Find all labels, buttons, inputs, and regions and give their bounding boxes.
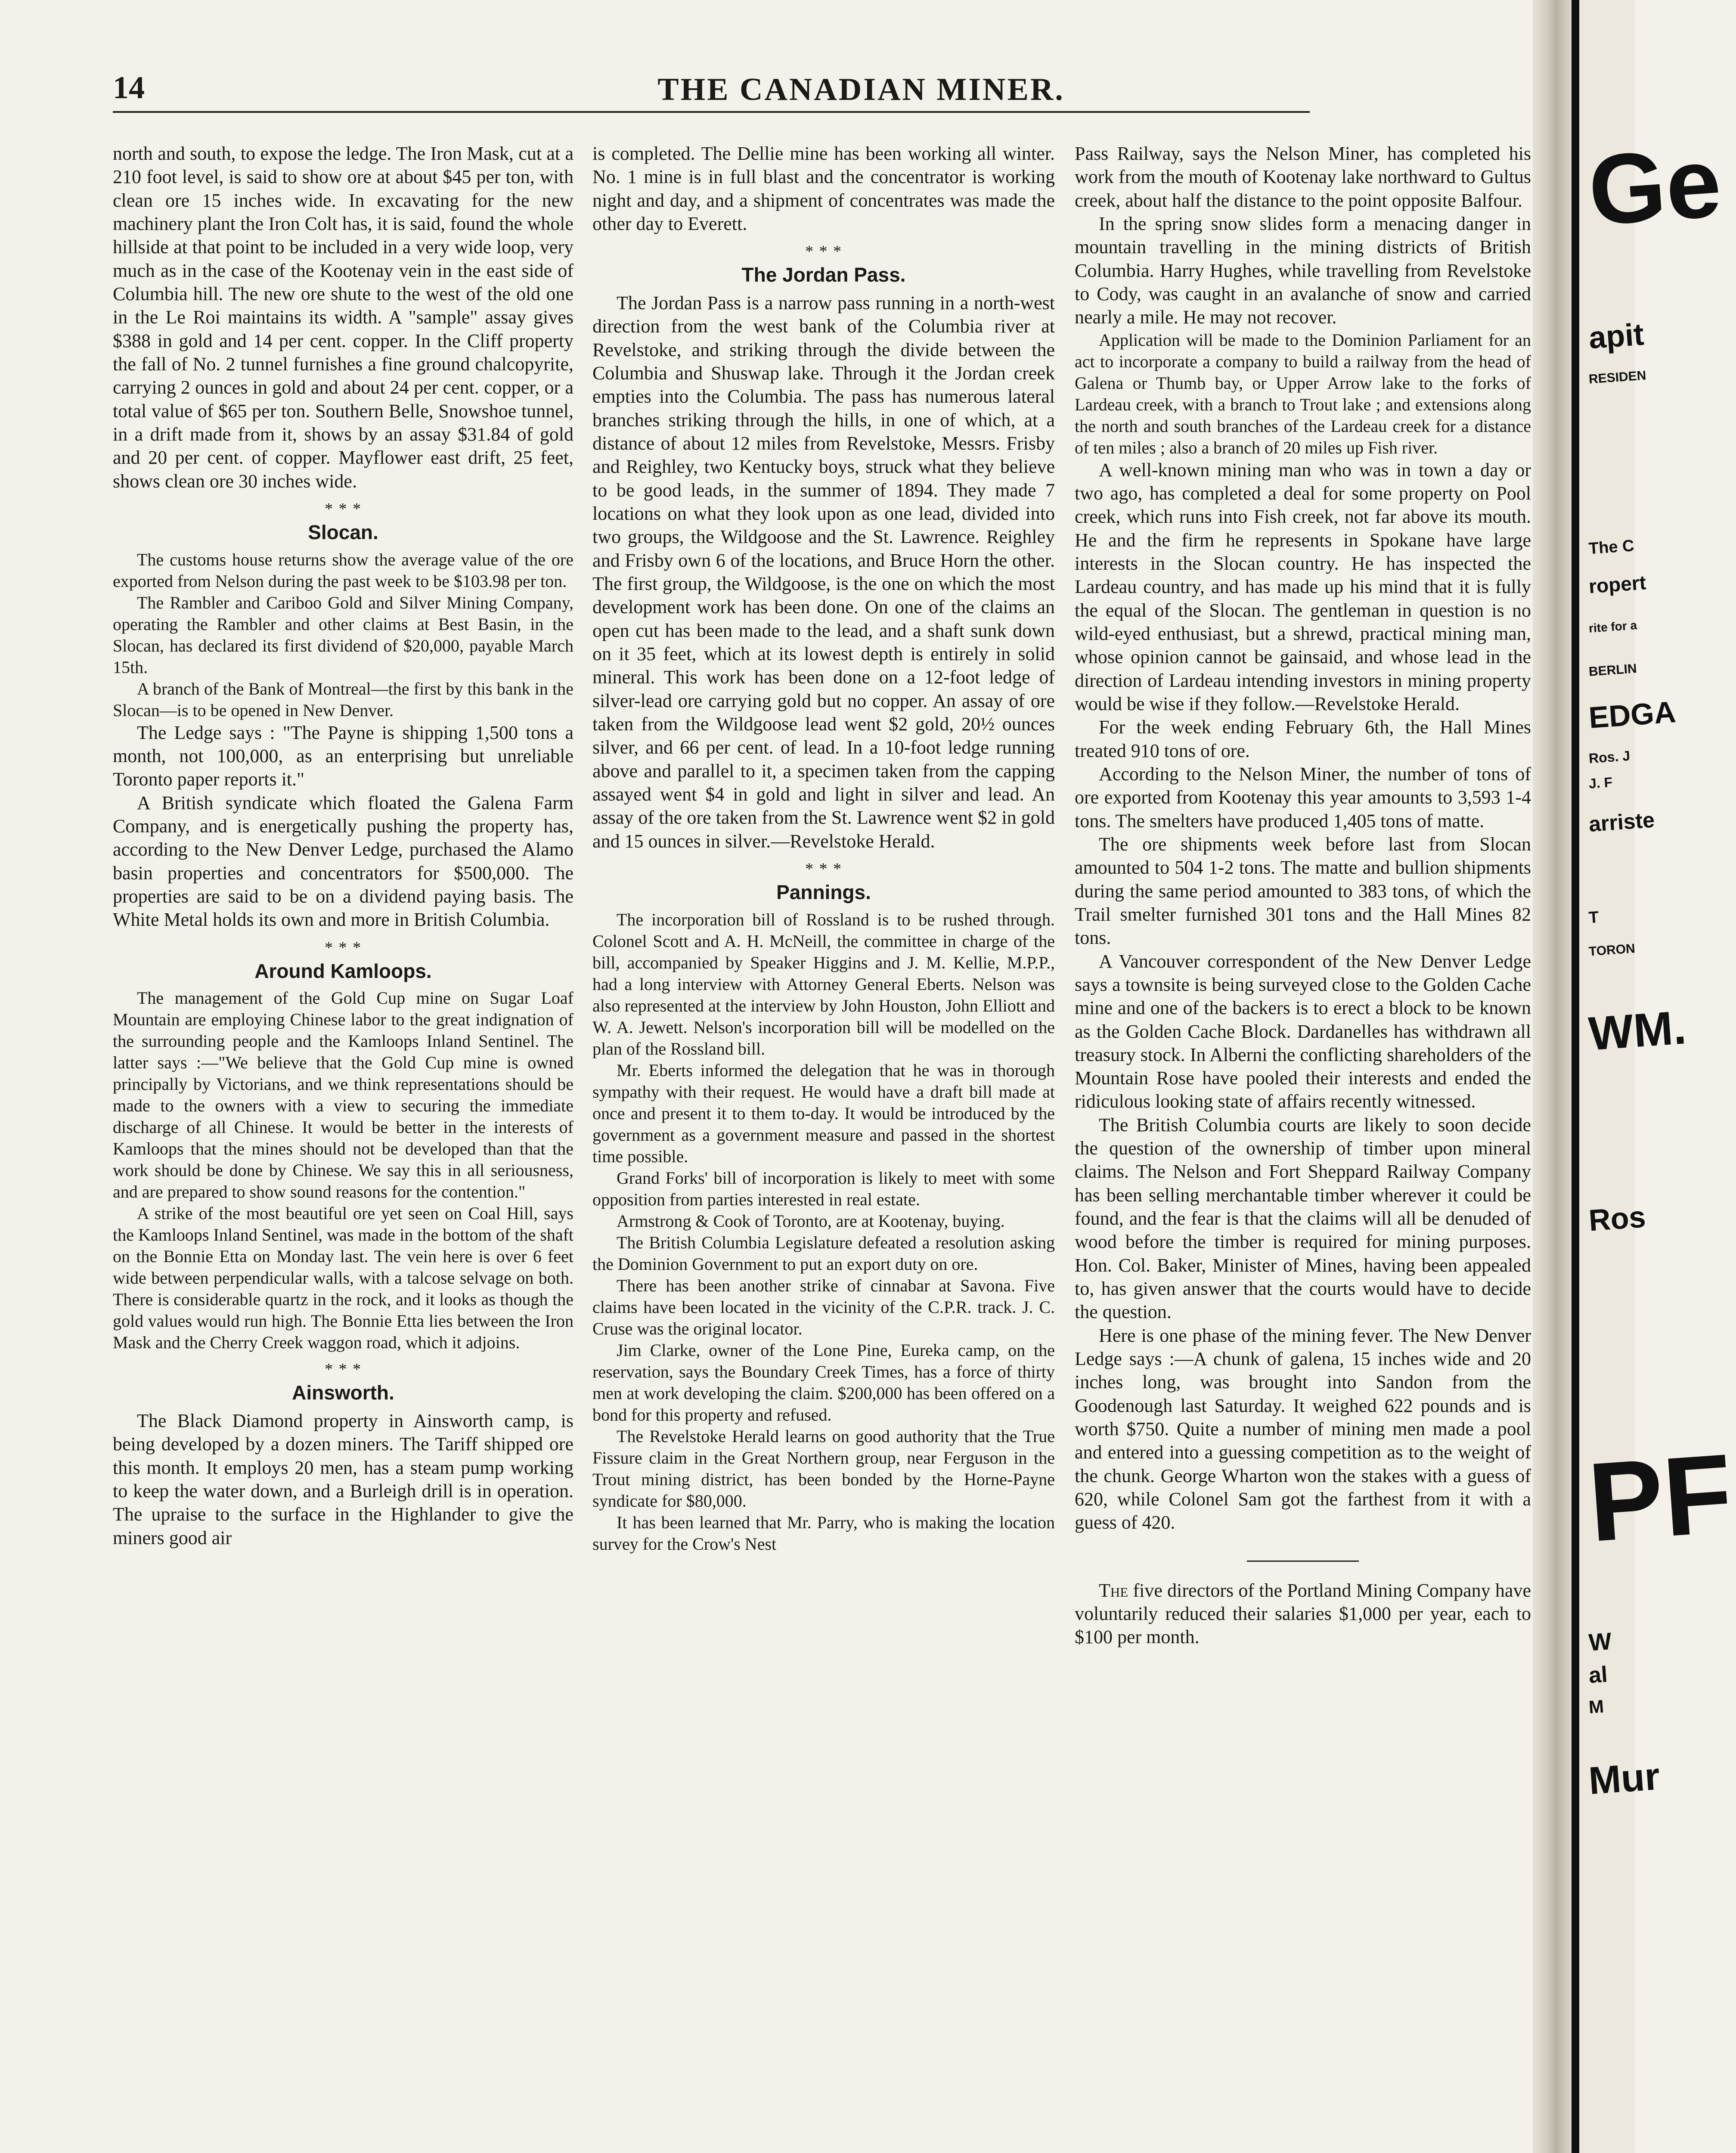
adjacent-page-fragment: Ros xyxy=(1587,1200,1647,1238)
article-paragraph: north and south, to expose the ledge. The Iron Mask, cut at a 210 foot level, is said to show ore at about $45 per ton, with clean ore 15 inches wide. In excavating for the new machinery plant the Iron Colt has, it is said, found the whole hillside at that point to be included in a very wide loop, very much as in the case of the Kootenay vein in the east side of Columbia hill. The new ore shute to the west of the old one in the Le Roi maintains its width. A "sample" assay gives $388 in gold and 14 per cent. copper. In the Cliff property the fall of No. 2 tunnel furnishes a fine ground chalcopyrite, carrying 2 ounces in gold and about 24 per cent. copper, or a total value of $65 per ton. Southern Belle, Snowshoe tunnel, in a drift made from it, shows by an assay $31.84 of gold and 20 per cent. of copper. Mayflower east drift, 25 feet, shows clean ore 30 inches wide. xyxy=(113,143,574,492)
article-paragraph: According to the Nelson Miner, the number of tons of ore exported from Kootenay this year amounts to 3,593 1-4 tons. The smelters have produced 1,405 tons of matte. xyxy=(1075,763,1531,831)
adjacent-page-fragment: W xyxy=(1587,1627,1612,1656)
adjacent-page-fragment: EDGA xyxy=(1587,695,1677,735)
article-paragraph: Armstrong & Cook of Toronto, are at Kootenay, buying. xyxy=(617,1211,1005,1231)
adjacent-page-fragment: WM. xyxy=(1587,1001,1688,1061)
column-3 xyxy=(1075,142,1531,1649)
article-paragraph: The British Columbia Legislature defeated a resolution asking the Dominion Government to put an export duty on ore. xyxy=(592,1232,1055,1274)
article-paragraph: Mr. Eberts informed the delegation that he was in thorough sympathy with their request. He would have a draft bill made at once and present it to them to-day. It would be introduced by the government as a government measure and passed in the shortest time possible. xyxy=(592,1060,1055,1166)
section-divider-stars: * * * xyxy=(805,859,842,878)
article-paragraph: The management of the Gold Cup mine on Sugar Loaf Mountain are employing Chinese labor to the great indignation of the surrounding people and the Kamloops Inland Sentinel. The latter says :—"We believe that the Gold Cup mine is owned principally by Victorians, and we think representations should be made to the owners with a view to securing the immediate discharge of all Chinese. It would be better in the interests of Kamloops that the mines should not be developed than that the work should be done by Chinese. We say this in all seriousness, and are prepared to show sound reasons for the contention." xyxy=(113,988,574,1202)
section-heading-kamloops: Around Kamloops. xyxy=(254,959,432,982)
adjacent-page-fragment: BERLIN xyxy=(1588,661,1637,679)
adjacent-page-strip xyxy=(1572,0,1736,2153)
adjacent-page-fragment: arriste xyxy=(1588,807,1655,837)
adjacent-page-fragment: The C xyxy=(1588,537,1635,558)
article-paragraph-portland xyxy=(1075,1579,1531,1649)
article-paragraph: The ore shipments week before last from Slocan amounted to 504 1-2 tons. The matte and bullion shipments during the same period amounted to 383 tons, of which the Trail smelter furnished 301 tons and the Hall Mines 82 tons. xyxy=(1075,833,1531,949)
article-paragraph: Here is one phase of the mining fever. The New Denver Ledge says :—A chunk of galena, 15 inches wide and 20 inches long, was brought into Sandon from the Goodenough last Saturday. It weighed 622 pounds and is worth $750. Quite a number of mining men made a pool and entered into a guessing competition as to the weight of the chunk. George Wharton won the stakes with a guess of 620, while Colonel Sam got the farthest from it with a guess of 420. xyxy=(1075,1325,1531,1533)
article-paragraph: Jim Clarke, owner of the Lone Pine, Eureka camp, on the reservation, says the Boundary Creek Times, has a force of thirty men at work developing the claim. $200,000 has been offered on a bond for this property and refused. xyxy=(592,1340,1055,1424)
article-paragraph: is completed. The Dellie mine has been working all winter. No. 1 mine is in full blast and the concentrator is working night and day, and a shipment of concentrates was made the other day to Everett. xyxy=(592,143,1055,234)
article-paragraph: Grand Forks' bill of incorporation is likely to meet with some opposition from parties interested in real estate. xyxy=(592,1168,1055,1209)
column-2 xyxy=(592,142,1055,1555)
adjacent-page-fragment: al xyxy=(1588,1662,1609,1688)
adjacent-page-fragment: ropert xyxy=(1588,571,1647,598)
page-gutter-fold xyxy=(1533,0,1572,2153)
adjacent-page-fragment: T xyxy=(1588,908,1600,927)
section-heading-pannings: Pannings. xyxy=(776,881,871,903)
adjacent-page-fragment: Mur xyxy=(1587,1755,1662,1803)
article-paragraph: The Black Diamond property in Ainsworth camp, is being developed by a dozen miners. The Tariff shipped ore this month. It employs 20 men, has a steam pump working to keep the water down, and a Burleigh drill is in operation. The upraise to the surface in the Highlander to give the miners good air xyxy=(113,1410,574,1548)
article-paragraph: It has been learned that Mr. Parry, who is making the location survey for the Crow's Nest xyxy=(592,1512,1055,1554)
adjacent-page-fragment: apit xyxy=(1587,317,1645,356)
section-heading-jordan-pass: The Jordan Pass. xyxy=(741,264,906,286)
article-paragraph: A British syndicate which floated the Galena Farm Company, and is energetically pushing the property has, according to the New Denver Ledge, purchased the Alamo basin properties and concentrators for $500,000. The properties are said to be on a dividend paying basis. The White Metal holds its own and more in British Columbia. xyxy=(113,792,574,931)
adjacent-page-fragment: M xyxy=(1588,1696,1605,1718)
article-paragraph: A Vancouver correspondent of the New Denver Ledge says a townsite is being surveyed close to the Golden Cache mine and one of the backers is to erect a block to be known as the Golden Cache Block. Dardanelles has withdrawn all treasury stock. In Alberni the conflicting shareholders of the Mountain Rose have pooled their interests and ended the ridiculous looking state of affairs recently witnessed. xyxy=(1075,950,1531,1112)
article-paragraph: There has been another strike of cinnabar at Savona. Five claims have been located in the vicinity of the C.P.R. track. J. C. Cruse was the original locator. xyxy=(592,1275,1055,1338)
adjacent-page-fragment: Ge xyxy=(1585,126,1725,246)
page-number: 14 xyxy=(113,70,145,105)
adjacent-page-fragment: J. F xyxy=(1588,774,1613,791)
article-paragraph: Application will be made to the Dominion Parliament for an act to incorporate a company to build a railway from the head of Galena or Thumb bay, or Upper Arrow lake to the forks of Lardeau creek, with a branch to Trout lake ; and extensions along the north and south branches of the Lardeau creek for a distance of ten miles ; also a branch of 20 miles up Fish river. xyxy=(1075,330,1531,457)
article-paragraph: A branch of the Bank of Montreal—the first by this bank in the Slocan—is to be opened in New Denver. xyxy=(113,679,574,720)
section-divider-stars: * * * xyxy=(805,242,842,261)
adjacent-page-fragment: rite for a xyxy=(1588,618,1637,635)
column-1 xyxy=(113,142,574,1550)
article-paragraph: The Rambler and Cariboo Gold and Silver Mining Company, operating the Rambler and other claims at Best Basin, in the Slocan, has declared its first dividend of $20,000, payable March 15th. xyxy=(113,593,574,677)
adjacent-page-fragment: RESIDEN xyxy=(1588,368,1647,387)
article-text: five directors of the Portland Mining Company have voluntarily reduced their salaries $1,000 per year, each to $100 per month. xyxy=(1075,1579,1531,1648)
adjacent-page-border xyxy=(1572,0,1579,2153)
article-paragraph: The Ledge says : "The Payne is shipping 1,500 tons a month, not 100,000, as an enterprising but unreliable Toronto paper reports it." xyxy=(113,722,574,790)
article-paragraph: The Revelstoke Herald learns on good authority that the True Fissure claim in the Great Northern group, near Ferguson in the Trout mining district, has been bonded by the Horne-Payne syndicate for $80,000. xyxy=(592,1426,1055,1511)
lead-word: The xyxy=(1099,1579,1128,1601)
article-paragraph: For the week ending February 6th, the Hall Mines treated 910 tons of ore. xyxy=(1075,717,1531,761)
article-paragraph: The incorporation bill of Rossland is to be rushed through. Colonel Scott and A. H. McNeill, the committee in charge of the bill, accompanied by Speaker Higgins and J. M. Kellie, M.P.P., had a long interview with Attorney General Eberts. Nelson was also represented at the interview by John Houston, John Elliott and W. A. Jewett. Nelson's incorporation bill will be modelled on the plan of the Rossland bill. xyxy=(592,909,1055,1058)
article-paragraph: Pass Railway, says the Nelson Miner, has completed his work from the mouth of Kootenay lake northward to Gultus creek, about half the distance to the point opposite Balfour. xyxy=(1075,143,1531,211)
section-heading-slocan: Slocan. xyxy=(308,521,378,543)
article-paragraph: A well-known mining man who was in town a day or two ago, has completed a deal for some property on Pool creek, which runs into Fish creek, not far above its mouth. He and the firm he represents in Spokane have large interests in the Slocan country. He has inspected the Lardeau country, and has made up his mind that it is fully the equal of the Slocan. The gentleman in question is no wild-eyed enthusiast, but a shrewd, practical mining man, whose opinion cannot be gainsaid, and whose lead in the direction of Lardeau intending investors in mining property would be wise if they follow.—Revelstoke Herald. xyxy=(1075,459,1531,714)
section-divider-stars: * * * xyxy=(325,499,362,518)
adjacent-page-fragment: PF xyxy=(1584,1430,1736,1566)
adjacent-page-fragment: TORON xyxy=(1588,941,1636,959)
article-paragraph: In the spring snow slides form a menacing danger in mountain travelling in the mining districts of British Columbia. Harry Hughes, while travelling from Revelstoke to Cody, was caught in an avalanche of snow and carried nearly a mile. He may not recover. xyxy=(1075,213,1531,328)
adjacent-page-fragment: Ros. J xyxy=(1588,748,1631,766)
section-divider-stars: * * * xyxy=(325,1360,362,1379)
closing-rule xyxy=(1247,1560,1359,1562)
article-paragraph: The British Columbia courts are likely to soon decide the question of the ownership of timber upon mineral claims. The Nelson and Fort Sheppard Railway Company has been selling merchantable timber wherever it could be found, and the fear is that the claims will all be denuded of wood before the timber is required for mining purposes. Hon. Col. Baker, Minister of Mines, having been appealed to, has given answer that the courts would have to decide the question. xyxy=(1075,1114,1531,1323)
header-rule xyxy=(113,111,1310,113)
masthead-title: THE CANADIAN MINER. xyxy=(657,72,1065,107)
section-heading-ainsworth: Ainsworth. xyxy=(292,1381,394,1404)
section-divider-stars: * * * xyxy=(325,938,362,957)
article-paragraph: A strike of the most beautiful ore yet seen on Coal Hill, says the Kamloops Inland Sentinel, was made in the bottom of the shaft on the Bonnie Etta on Monday last. The vein here is over 6 feet wide between perpendicular walls, with a talcose selvage on both. There is considerable quartz in the rock, and it looks as though the gold values would run high. The Bonnie Etta lies between the Iron Mask and the Cherry Creek waggon road, which it adjoins. xyxy=(113,1204,574,1353)
article-paragraph: The customs house returns show the average value of the ore exported from Nelson during the past week to be $103.98 per ton. xyxy=(113,549,574,591)
article-paragraph: The Jordan Pass is a narrow pass running in a north-west direction from the west bank of the Columbia river at Revelstoke, and striking through the divide between the Columbia and Shuswap lake. Through it the Jordan creek empties into the Columbia. The pass has numerous lateral branches striking through the hills, in one of which, at a distance of about 12 miles from Revelstoke, Messrs. Frisby and Reighley, two Kentucky boys, struck what they believe to be good leads, in the summer of 1894. They made 7 locations on what they look upon as one lead, divided into two groups, the Wildgoose and the St. Lawrence. Reighley and Frisby own 6 of the locations, and Bruce Horn the other. The first group, the Wildgoose, is the one on which the most development work has been done. On one of the claims an open cut has been made to the lead, and a shaft sunk down on it 35 feet, which at its lowest depth is entirely in solid mineral. This work has been done on a 12-foot ledge of silver-lead ore carrying gold but no copper. An assay of ore taken from the Wildgoose lead went $2 gold, 20½ ounces silver, and 66 per cent. of lead. In a 10-foot ledge running above and parallel to it, a specimen taken from the capping assayed went $4 in gold and light in silver and lead. An assay of the ore taken from the St. Lawrence went $2 in gold and 15 ounces in silver.—Revelstoke Herald. xyxy=(592,292,1055,852)
